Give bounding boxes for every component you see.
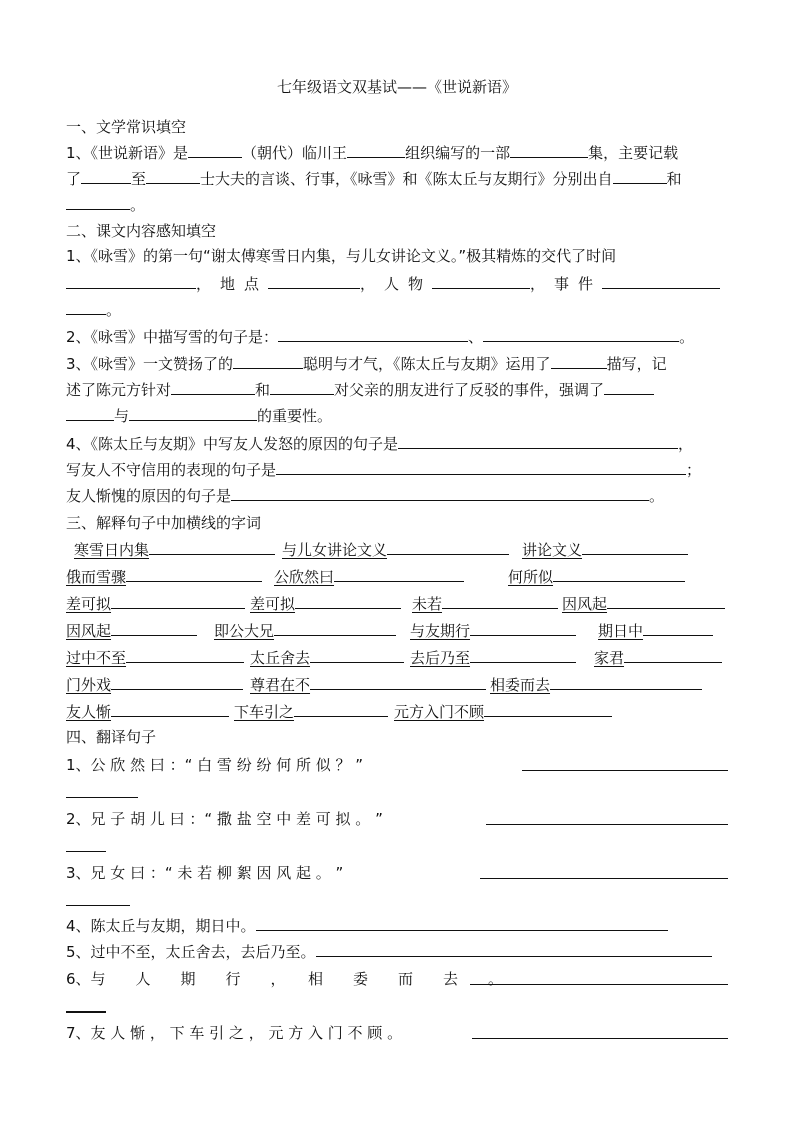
section-3-heading: 三、解释句子中加横线的字词: [66, 514, 262, 532]
text: 4、陈太丘与友期，期日中。: [66, 917, 256, 935]
section-2-heading: 二、课文内容感知填空: [66, 222, 217, 240]
text: 2、《咏雪》中描写雪的句子是：: [66, 328, 279, 346]
answer-blank[interactable]: [486, 806, 728, 825]
answer-blank[interactable]: [129, 402, 257, 421]
text: 至: [131, 170, 147, 188]
vocab-item: 下车引之: [234, 698, 388, 724]
s3-row-4: [66, 617, 728, 643]
s2-q1-line-3: [66, 296, 728, 322]
vocab-item: 寒雪日内集: [74, 536, 275, 562]
answer-blank[interactable]: [276, 456, 686, 475]
answer-blank[interactable]: [398, 430, 678, 449]
answer-blank[interactable]: [510, 139, 588, 158]
answer-blank[interactable]: [472, 1020, 728, 1039]
answer-blank[interactable]: [316, 938, 712, 957]
answer-blank[interactable]: [551, 350, 607, 369]
text: （朝代）临川王: [242, 144, 348, 162]
text: ，人物: [360, 275, 433, 293]
answer-blank[interactable]: [268, 270, 360, 289]
answer-blank[interactable]: [233, 350, 303, 369]
answer-blank[interactable]: [480, 860, 728, 879]
page-title: 七年级语文双基试——《世说新语》: [276, 78, 517, 96]
answer-blank[interactable]: [66, 191, 130, 210]
text: ，: [678, 435, 694, 453]
answer-blank-continuation[interactable]: [66, 796, 138, 798]
s2-q3-line-3: [66, 402, 728, 428]
text: ；: [686, 461, 702, 479]
vocab-item: 门外戏: [66, 671, 243, 697]
text: 集，主要记载: [588, 144, 679, 162]
vocab-item: 差可拟: [66, 590, 245, 616]
text: 描写，记: [606, 355, 667, 373]
text: 和: [666, 170, 682, 188]
vocab-item: 过中不至: [66, 644, 244, 670]
s3-row-3: [66, 590, 728, 616]
s4-item-7: [66, 1020, 728, 1046]
answer-blank[interactable]: [146, 165, 200, 184]
vocab-item: 公欣然曰: [274, 563, 464, 589]
s3-row-5: [66, 644, 728, 670]
text: 对父亲的朋友进行了反驳的事件，强调了: [334, 381, 605, 399]
s3-row-6: [66, 671, 728, 697]
answer-blank[interactable]: [522, 752, 728, 771]
vocab-item: 相委而去: [490, 671, 702, 697]
vocab-item: 因风起: [562, 590, 725, 616]
s3-row-7: [66, 698, 728, 724]
s4-item-3: [66, 860, 728, 886]
answer-blank[interactable]: [483, 323, 679, 342]
text: 。: [130, 196, 146, 214]
text: 士大夫的言谈、行事，《咏雪》和《陈太丘与友期行》分别出自: [200, 170, 613, 188]
answer-blank[interactable]: [81, 165, 131, 184]
answer-blank[interactable]: [270, 376, 334, 395]
s2-q1-line-2: [66, 270, 728, 296]
s1-q1-line-2: [66, 165, 728, 191]
s2-q2: [66, 323, 728, 349]
text: 的重要性。: [257, 407, 333, 425]
answer-blank[interactable]: [432, 270, 530, 289]
text: 述了陈元方针对: [66, 381, 172, 399]
text: 、: [468, 328, 484, 346]
answer-blank[interactable]: [66, 402, 114, 421]
text: 1、《世说新语》是: [66, 144, 189, 162]
vocab-item: 元方入门不顾: [394, 698, 612, 724]
vocab-item: 即公大兄: [214, 617, 396, 643]
text: 4、《陈太丘与友期》中写友人发怒的原因的句子是: [66, 435, 399, 453]
s4-item-6: [66, 966, 728, 992]
text: 。: [106, 301, 122, 319]
vocab-item: 友人惭: [66, 698, 229, 724]
s2-q4-line-2: [66, 456, 728, 482]
answer-blank[interactable]: [66, 296, 106, 315]
vocab-item: 去后乃至: [410, 644, 576, 670]
vocab-item: 期日中: [598, 617, 713, 643]
text: 7、友 人 惭 ， 下 车 引 之 ， 元 方 入 门 不 顾 。: [66, 1024, 403, 1042]
s2-q3-line-1: [66, 350, 728, 376]
vocab-item: 因风起: [66, 617, 197, 643]
text: 与: [114, 407, 130, 425]
answer-blank-continuation[interactable]: [66, 1010, 106, 1013]
vocab-item: 何所似: [508, 563, 685, 589]
vocab-item: 与儿女讲论文义: [282, 536, 509, 562]
section-4-heading: 四、翻译句子: [66, 728, 157, 746]
answer-blank[interactable]: [171, 376, 255, 395]
text: 3、《咏雪》一文赞扬了的: [66, 355, 234, 373]
answer-blank[interactable]: [278, 323, 468, 342]
vocab-item: 讲论文义: [522, 536, 688, 562]
s2-q4-line-3: [66, 482, 728, 508]
answer-blank[interactable]: [604, 376, 654, 395]
section-1-heading: 一、文学常识填空: [66, 118, 187, 136]
answer-blank[interactable]: [231, 482, 649, 501]
answer-blank[interactable]: [347, 139, 405, 158]
text: 了: [66, 170, 82, 188]
vocab-item: 太丘舍去: [250, 644, 404, 670]
text: 组织编写的一部: [405, 144, 511, 162]
s1-q1-line-3: [66, 191, 728, 217]
text: 3、兄 女 曰 ：“ 未 若 柳 絮 因 风 起 。 ”: [66, 864, 344, 882]
text: 。: [649, 487, 665, 505]
answer-blank[interactable]: [256, 912, 668, 931]
text: 友人惭愧的原因的句子是: [66, 487, 232, 505]
s3-row-2: [66, 563, 728, 589]
s2-q4-line-1: [66, 430, 728, 456]
s4-item-5: [66, 938, 728, 964]
vocab-item: 差可拟: [250, 590, 401, 616]
vocab-item: 俄而雪骤: [66, 563, 262, 589]
answer-blank[interactable]: [602, 270, 720, 289]
answer-blank[interactable]: [188, 139, 242, 158]
text: 写友人不守信用的表现的句子是: [66, 461, 277, 479]
answer-blank[interactable]: [470, 966, 728, 985]
text: ，事件: [530, 275, 603, 293]
s4-item-1: [66, 752, 728, 778]
answer-blank[interactable]: [613, 165, 667, 184]
answer-blank-continuation[interactable]: [66, 850, 106, 852]
s1-q1-line-1: [66, 139, 728, 165]
answer-blank-continuation[interactable]: [66, 904, 130, 906]
text: 6、与 人 期 行 ， 相 委 而 去 。: [66, 970, 504, 988]
answer-blank[interactable]: [66, 270, 196, 289]
text: 5、过中不至，太丘舍去，去后乃至。: [66, 943, 316, 961]
s4-item-4: [66, 912, 728, 938]
vocab-item: 尊君在不: [250, 671, 486, 697]
text: 1、公 欣 然 曰 ：“ 白 雪 纷 纷 何 所 似 ？ ”: [66, 756, 364, 774]
s4-item-2: [66, 806, 728, 832]
text: 。: [679, 328, 695, 346]
vocab-item: 与友期行: [410, 617, 576, 643]
text: ，地点: [196, 275, 269, 293]
text: 2、兄 子 胡 儿 曰 ：“ 撒 盐 空 中 差 可 拟 。 ”: [66, 810, 383, 828]
s2-q3-line-2: [66, 376, 728, 402]
text: 和: [255, 381, 271, 399]
s2-q1-line-1: 1、《咏雪》的第一句“谢太傅寒雪日内集，与儿女讲论文义。”极其精炼的交代了时间: [66, 247, 617, 265]
vocab-item: 家君: [594, 644, 722, 670]
s3-row-1: [66, 536, 728, 562]
vocab-item: 未若: [412, 590, 558, 616]
text: 聪明与才气，《陈太丘与友期》运用了: [303, 355, 551, 373]
